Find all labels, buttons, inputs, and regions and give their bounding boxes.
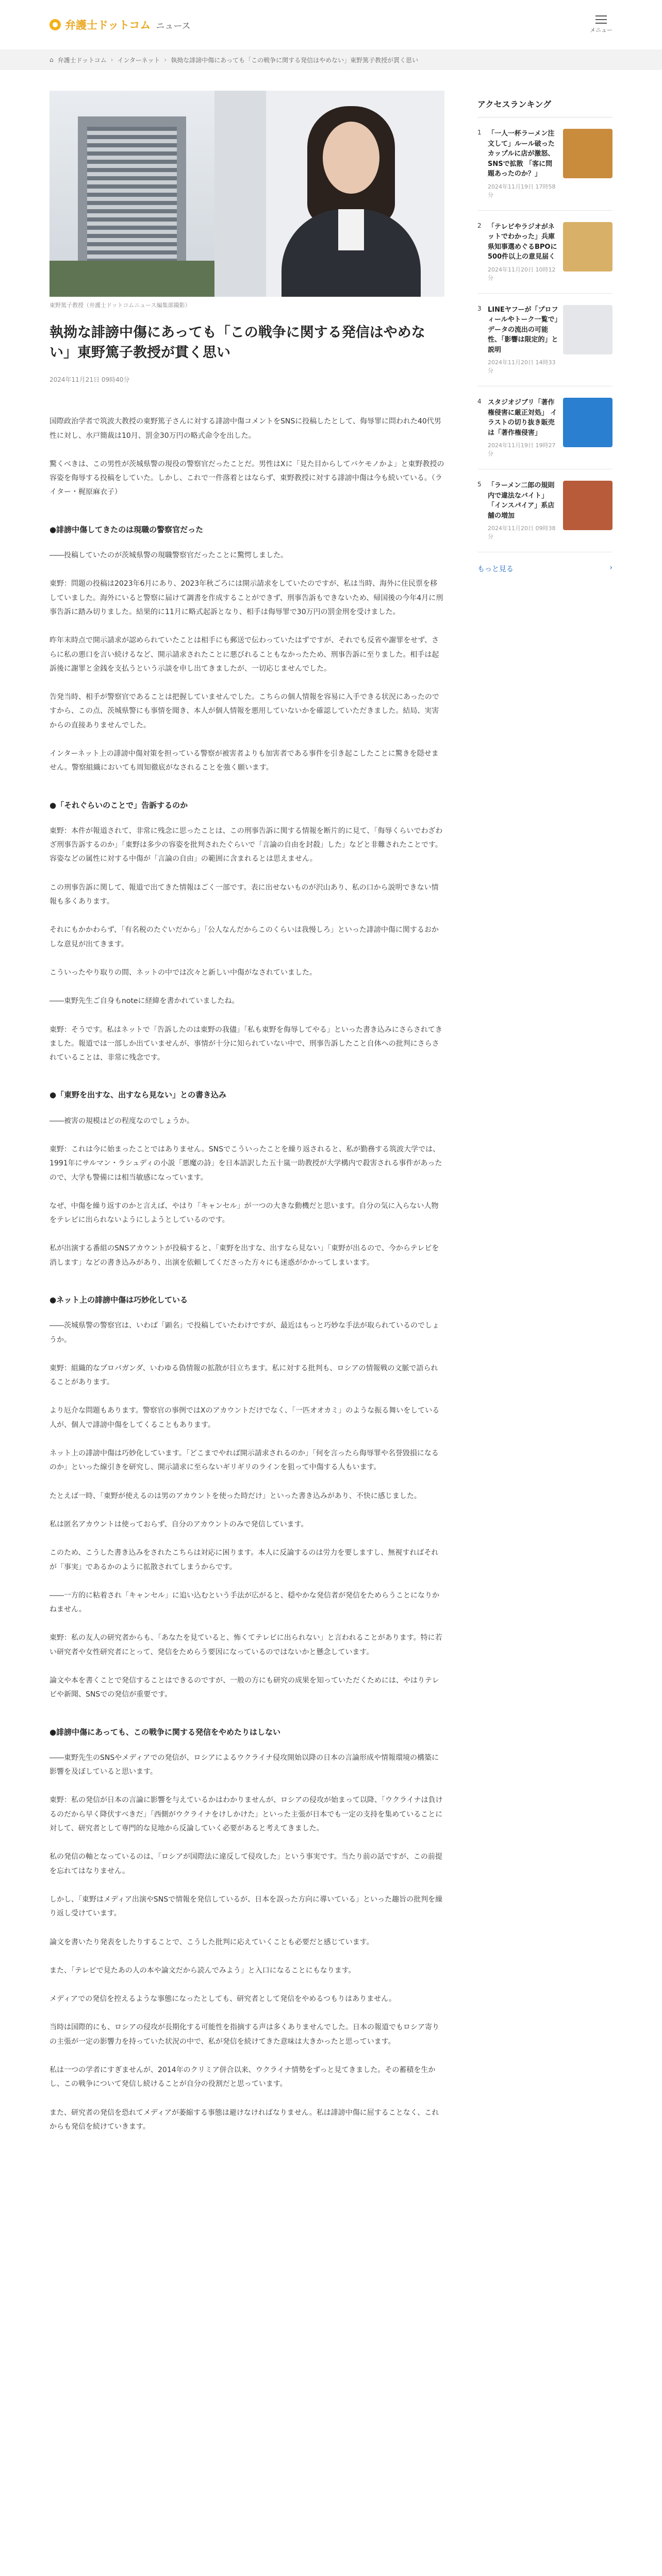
article-paragraph: なぜ、中傷を繰り返すのかと言えば、やはり「キャンセル」が一つの大きな動機だと思います。自分の気に入らない人物をテレビに出られないようにしようとしているのです。 [49, 1201, 439, 1225]
ranking-item[interactable] [477, 294, 613, 387]
article-paragraph: 東野：これは今に始まったことではありません。SNSでこういったことを繰り返されると、私が勤務する筑波大学では、1991年にサルマン・ラシュディの小説「悪魔の詩」を日本語訳した五十嵐一助教授が大学構内で殺害される事件があったので、大学も警備には相当敏感になっています。 [49, 1145, 442, 1182]
ranking-headline[interactable]: 「テレビやラジオがネットでわかった」兵庫県知事選めぐるBPOに500件以上の意見届く [488, 223, 557, 261]
article-paragraph: 東野：私の発信が日本の言論に影響を与えているかはわかりませんが、ロシアの侵攻が始まって以降、「ウクライナは負けるのだから早く降伏すべきだ」「西側がウクライナをけしかけた」といった主張が日本でも一定の支持を集めていることに対して、研究者として専門的な見地から反論していく必要があると考えてきました。 [49, 1796, 443, 1833]
chevron-right-icon: › [164, 56, 167, 63]
article-paragraph: しかし、「東野はメディア出演やSNSで情報を発信しているが、日本を誤った方向に導いている」といった趣旨の批判を繰り返し受けています。 [49, 1895, 443, 1918]
ranking-thumbnail[interactable] [563, 305, 613, 354]
breadcrumb-item-home[interactable]: 弁護士ドットコム [57, 56, 107, 64]
ranking-number: 4 [477, 398, 482, 405]
article-paragraph: 東野：そうです。私はネットで「告訴したのは東野の我儘」「私も東野を侮辱してやる」といった書き込みにさらされてきました。報道では一部しか出ていませんが、事情が十分に知られていない中で、刑事告訴したこと自体への批判にさらされていることは、非常に残念です。 [49, 1025, 442, 1062]
article-paragraph: 驚くべきは、この男性が茨城県警の現役の警察官だったことだ。男性はXに「見た目からしてバケモノかよ」と東野教授の容姿を侮辱する投稿をしていた。しかし、これで一件落着とはならず、東野教授に対する誹謗中傷は今も続いている。（ライター・梶原麻衣子） [49, 460, 444, 497]
menu-button[interactable] [590, 15, 613, 34]
article-paragraph: 東野：組織的なプロパガンダ、いわゆる偽情報の拡散が目立ちます。私に対する批判も、ロシアの情報戦の文脈で語られることがあります。 [49, 1364, 438, 1387]
article-paragraph: 私が出演する番組のSNSアカウントが投稿すると、「東野を出すな、出すなら見ない」「東野が出るので、今からテレビを消します」などの書き込みがあり、出演を依頼してくださった方々にも迷惑がかかってしまいます。 [49, 1244, 439, 1267]
article-paragraph: ――投稿していたのが茨城県警の現職警察官だったことに驚愕しました。 [49, 551, 288, 560]
ranking-title: アクセスランキング [477, 98, 613, 117]
ranking-headline[interactable]: 「ラーメン二郎の規則内で違法なバイト」 「インスパイア」系店舗の増加 [488, 482, 555, 520]
ranking-thumbnail[interactable] [563, 481, 613, 530]
ranking-number: 1 [477, 129, 482, 136]
breadcrumb [0, 49, 662, 70]
article-paragraph: 私は一つの学者にすぎませんが、2014年のクリミア併合以来、ウクライナ情勢をずっと見てきました。その蓄積を生かし、この戦争について発信し続けることが自分の役割だと思っています。 [49, 2066, 436, 2089]
ranking-headline[interactable]: スタジオジブリ「著作権侵害に厳正対処」 イラストの切り抜き販売は「著作権侵害」 [488, 399, 557, 437]
article-paragraph: 論文や本を書くことで発信することはできるのですが、一般の方にも研究の成果を知っていただくためには、やはりテレビや新聞、SNSでの発信が重要です。 [49, 1676, 439, 1699]
article-paragraph: インターネット上の誹謗中傷対策を担っている警察が被害者よりも加害者である事件を引き起こしたことに驚きを隠せません。警察組織においても周知徹底がなされることを強く願います。 [49, 749, 439, 772]
ranking-date: 2024年11月20日 10時12分 [488, 266, 556, 281]
ranking-content [488, 481, 559, 540]
site-header [0, 0, 662, 49]
photo-caption: 東野篤子教授（弁護士ドットコムニュース編集部撮影） [49, 302, 191, 309]
section-heading: ●誹謗中傷してきたのは現職の警察官だった [49, 524, 204, 534]
ranking-thumbnail[interactable] [563, 129, 613, 178]
ranking-date: 2024年11月19日 17時58分 [488, 183, 556, 198]
article-paragraph: ――茨城県警の警察官は、いわば「顕名」で投稿していたわけですが、最近はもっと巧妙な手法が取られているのでしょうか。 [49, 1321, 439, 1344]
ranking-content [488, 129, 559, 199]
ranking-headline[interactable]: LINEヤフーが「プロフィールやトーク一覧で」データの流出の可能性、「影響は限定的」と説明 [488, 306, 558, 354]
article-date: 2024年11月21日 09時40分 [49, 376, 130, 384]
site-logo[interactable] [49, 17, 190, 32]
ranking-number: 3 [477, 304, 482, 312]
article-paragraph: ――東野先生のSNSやメディアでの発信が、ロシアによるウクライナ侵攻開始以降の日本の言論形成や情報環境の構築に影響を及ぼしていると思います。 [49, 1753, 439, 1776]
article-paragraph: ――東野先生ご自身もnoteに経緯を書かれていましたね。 [49, 997, 239, 1006]
sidebar [477, 91, 613, 2148]
article-paragraph: 東野：問題の投稿は2023年6月にあり、2023年秋ごろには開示請求をしていたのですが、私は当時、海外に住民票を移していました。海外にいると警察に届けて調書を作成することができず、刑事告訴もできないため、帰国後の今年4月に刑事告訴に踏み切りました。結果的に11月に略式起訴となり、相手は侮辱罪で30万円の罰金刑を受けました。 [49, 580, 443, 616]
ranking-item[interactable] [477, 211, 613, 294]
section-heading: ●誹謗中傷にあっても、この戦争に関する発信をやめたりはしない [49, 1727, 280, 1737]
article-paragraph: また、研究者の発信を恐れてメディアが萎縮する事態は避けなければなりません。私は誹謗中傷に屈することなく、これからも発信を続けていきます。 [49, 2108, 439, 2131]
ranking-thumbnail[interactable] [563, 398, 613, 447]
breadcrumb-item-current: 執拗な誹謗中傷にあっても「この戦争に関する発信はやめない」東野篤子教授が貫く思い [171, 56, 419, 64]
article-main [49, 91, 444, 2148]
section-heading: ●ネット上の誹謗中傷は巧妙化している [49, 1295, 188, 1305]
ranking-content [488, 222, 559, 282]
more-link[interactable] [477, 564, 613, 574]
article-paragraph: 当時は国際的にも、ロシアの侵攻が長期化する可能性を指摘する声は多くありませんでした。日本の報道でもロシア寄りの主張が一定の影響力を持っていた状況の中で、私が発信を続けてきた意味は大きかったと思っています。 [49, 2023, 439, 2046]
ranking-headline[interactable]: 「一人一杯ラーメン注文して」ルール破ったカップルに店が激怒、SNSで拡散 「客に問題あったのか？」 [488, 130, 555, 178]
article-paragraph: こういったやり取りの間、ネットの中では次々と新しい中傷がなされていました。 [49, 968, 317, 977]
logo-name: 弁護士ドットコム [65, 19, 151, 31]
section-heading: ●「それぐらいのことで」告訴するのか [49, 800, 188, 810]
article-paragraph: 私は匿名アカウントは使っておらず、自分のアカウントのみで発信しています。 [49, 1520, 308, 1529]
article-paragraph: この刑事告訴に関して、報道で出てきた情報はごく一部です。表に出せないものが沢山あり、私の口から説明できない情報も多くあります。 [49, 883, 439, 906]
article-paragraph: ――被害の規模はどの程度なのでしょうか。 [49, 1116, 194, 1125]
ranking-item[interactable] [477, 117, 613, 211]
menu-label: メニュー [590, 27, 613, 33]
article-paragraph: このため、こうした書き込みをされたこちらは対応に困ります。本人に反論するのは労力を要しますし、無視すればそれが「事実」であるかのように拡散されてしまうからです。 [49, 1549, 439, 1571]
article-paragraph: ネット上の誹謗中傷は巧妙化しています。「どこまでやれば開示請求されるのか」「何を言ったら侮辱罪や名誉毀損になるのか」といった線引きを研究し、開示請求に至らないギリギリのラインを狙って中傷する人もいます。 [49, 1449, 439, 1472]
logo-icon [49, 19, 61, 30]
chevron-right-icon: › [110, 56, 113, 63]
article-paragraph: それにもかかわらず、「有名税のたぐいだから」「公人なんだからこのくらいは我慢しろ」といった誹謗中傷に関するおかしな意見が出てきます。 [49, 926, 439, 948]
home-icon[interactable]: ⌂ [49, 56, 54, 63]
article-title: 執拗な誹謗中傷にあっても「この戦争に関する発信はやめない」東野篤子教授が貫く思い [49, 325, 425, 361]
article-paragraph: 国際政治学者で筑波大教授の東野篤子さんに対する誹謗中傷コメントをSNSに投稿したとして、侮辱罪に問われた40代男性に対し、水戸簡裁は10月、罰金30万円の略式命令を出した。 [49, 417, 441, 440]
ranking-thumbnail[interactable] [563, 222, 613, 272]
ranking-item[interactable] [477, 469, 613, 552]
ranking-date: 2024年11月19日 19時27分 [488, 442, 556, 457]
article-paragraph: より厄介な問題もあります。警察官の事例ではXのアカウントだけでなく、「一匹オオカミ」のような振る舞いをしている人が、個人で誹謗中傷をしてくることもあります。 [49, 1406, 440, 1429]
ranking-content [488, 398, 559, 457]
ranking-number: 5 [477, 481, 482, 488]
ranking-date: 2024年11月20日 09時38分 [488, 525, 556, 540]
article-paragraph: また、「テレビで見たあの人の本や論文だから読んでみよう」と入口になることにもなります。 [49, 1966, 356, 1975]
section-heading: ●「東野を出すな、出すなら見ない」との書き込み [49, 1090, 227, 1100]
article-paragraph: ――一方的に粘着され「キャンセル」に追い込むという手法が広がると、穏やかな発信者が発信をためらうことになりかねません。 [49, 1591, 439, 1614]
article-paragraph: メディアでの発信を控えるような事態になったとしても、研究者として発信をやめるつもりはありません。 [49, 1995, 396, 2004]
article-paragraph: たとえば一時、「東野が使えるのは男のアカウントを使った時だけ」といった書き込みがあり、不快に感じました。 [49, 1492, 421, 1500]
article-paragraph: 私の発信の軸となっているのは、「ロシアが国際法に違反して侵攻した」という事実です。当たり前の話ですが、この前提を忘れてはなりません。 [49, 1853, 442, 1875]
article-paragraph: 東野：本件が報道されて、非常に残念に思ったことは、この刑事告訴に関する情報を断片的に見て、「侮辱くらいでわざわざ刑事告訴するのか」「東野は多少の容姿を批判されたぐらいで「言論の自由を封殺」した」などと非難されたことです。容姿などの属性に対する中傷が「言論の自由」の範囲に含まれるとは思えません。 [49, 826, 443, 863]
ranking-item[interactable] [477, 386, 613, 469]
article-photo [49, 91, 444, 297]
article-paragraph: 東野：私の友人の研究者からも、「あなたを見ていると、怖くてテレビに出られない」と言われることがあります。特に若い研究者や女性研究者にとって、発信をためらう要因になっているのではないかと懸念しています。 [49, 1634, 442, 1656]
chevron-right-icon: › [609, 564, 613, 572]
logo-section: ニュース [156, 21, 191, 31]
ranking-content [488, 305, 559, 375]
hamburger-icon [595, 15, 607, 24]
ranking-date: 2024年11月20日 14時33分 [488, 359, 556, 374]
more-label: もっと見る [477, 565, 514, 573]
article-paragraph: 告発当時、相手が警察官であることは把握していませんでした。こちらの個人情報を容易に入手できる状況にあったのですから、この点、茨城県警にも事情を聞き、本人が個人情報を悪用していないかを確認していただきました。結局、実害からの直接ありませんでした。 [49, 693, 439, 730]
ranking-list [477, 117, 613, 552]
article-paragraph: 論文を書いたり発表をしたりすることで、こうした批判に応えていくことも必要だと感じています。 [49, 1938, 374, 1946]
ranking-number: 2 [477, 222, 482, 229]
article-body [49, 415, 444, 2134]
article-paragraph: 昨年末時点で開示請求が認められていたことは相手にも郵送で伝わっていたはずですが、それでも反省や謝罪をせず、さらに私の悪口を言い続けるなど、開示請求されたことに悪びれることもなかったため、刑事告訴に至りました。相手は起訴後に謝罪と金銭を支払うという示談を申し出てきましたが、一切応じませんでした。 [49, 636, 439, 673]
breadcrumb-item-category[interactable]: インターネット [117, 56, 160, 64]
